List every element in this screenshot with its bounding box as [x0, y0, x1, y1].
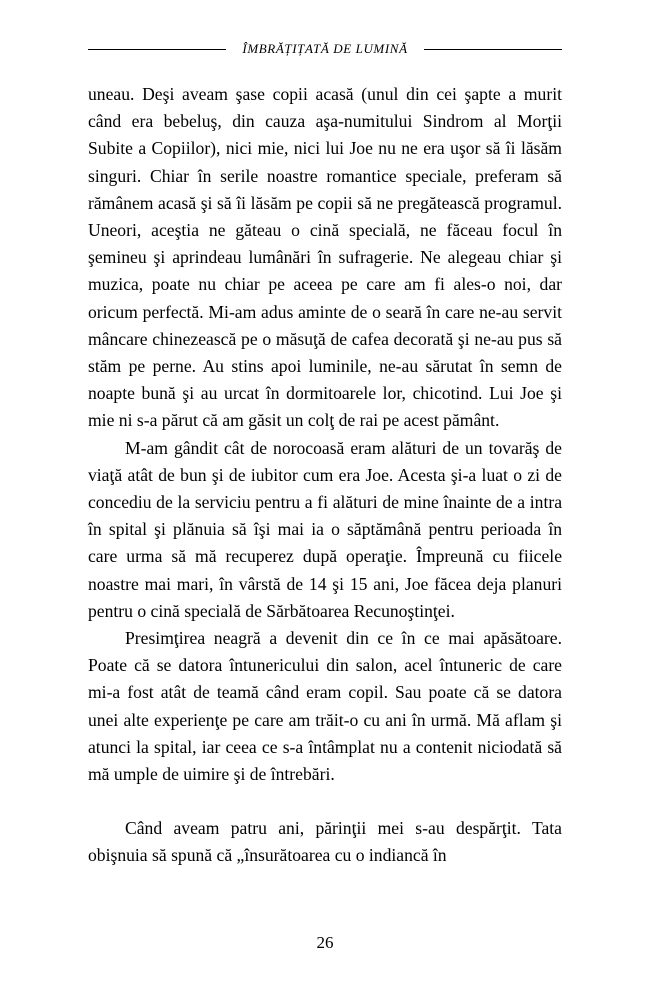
- running-title: ÎMBRĂȚIȚATĂ DE LUMINĂ: [242, 41, 408, 56]
- section-break: [88, 788, 562, 815]
- paragraph: Când aveam patru ani, părinţii mei s-au despărţit. Tata obişnuia să spună că „însurătoarea cu o indiancă în: [88, 818, 562, 866]
- page-body: [88, 81, 562, 870]
- paragraph: M-am gândit cât de norocoasă eram alături de un tovarăş de viaţă atât de bun şi de iubitor cum era Joe. Acesta şi-a luat o zi de concediu de la serviciu pentru a fi alături de mine înainte de a intra în spital şi plănuia să îşi mai ia o săptămână pentru perioada în care urma să mă recuperez după operaţie. Împreună cu fiicele noastre mai mari, în vârstă de 14 şi 15 ani, Joe făcea deja planuri pentru o cină specială de Sărbătoarea Recunoştinţei.: [88, 437, 562, 621]
- paragraph-continuation: uneau. Deşi aveam şase copii acasă (unul din cei şapte a murit când era bebeluş, din cauza aşa-numitului Sindrom al Morţii Subite a Copiilor), nici mie, nici lui Joe nu ne era uşor să îi lăsăm singuri. Chiar în serile noastre romantice speciale, preferam să rămânem acasă şi să îi lăsăm pe copii să ne pregătească programul. Uneori, aceştia ne găteau o cină specială, ne făceau focul în şemineu şi aprindeau lumânări în sufragerie. Ne alegeau chiar şi muzica, poate nu chiar pe aceea pe care am fi ales-o noi, dar oricum perfectă. Mi-am adus aminte de o seară în care ne-au servit mâncare chinezească pe o măsuţă de cafea decorată şi ne-au pus să stăm pe perne. Au stins apoi luminile, ne-au sărutat în semn de noapte bună şi au urcat în dormitoarele lor, chicotind. Lui Joe şi mie ni s-a părut că am găsit un colţ de rai pe acest pământ.: [88, 84, 562, 431]
- header-rule-left: [88, 49, 226, 50]
- header-rule-right: [424, 49, 562, 50]
- paragraph: Presimţirea neagră a devenit din ce în ce mai apăsătoare. Poate că se datora întunericului din salon, acel întuneric de care mi-a fost atât de teamă când eram copil. Sau poate că se datora unei alte experienţe pe care am trăit-o cu ani în urmă. Mă aflam şi atunci la spital, iar ceea ce s-a întâmplat nu a contenit niciodată să mă umple de uimire şi de întrebări.: [88, 628, 562, 785]
- page-number: 26: [316, 933, 334, 952]
- running-header: [88, 37, 562, 61]
